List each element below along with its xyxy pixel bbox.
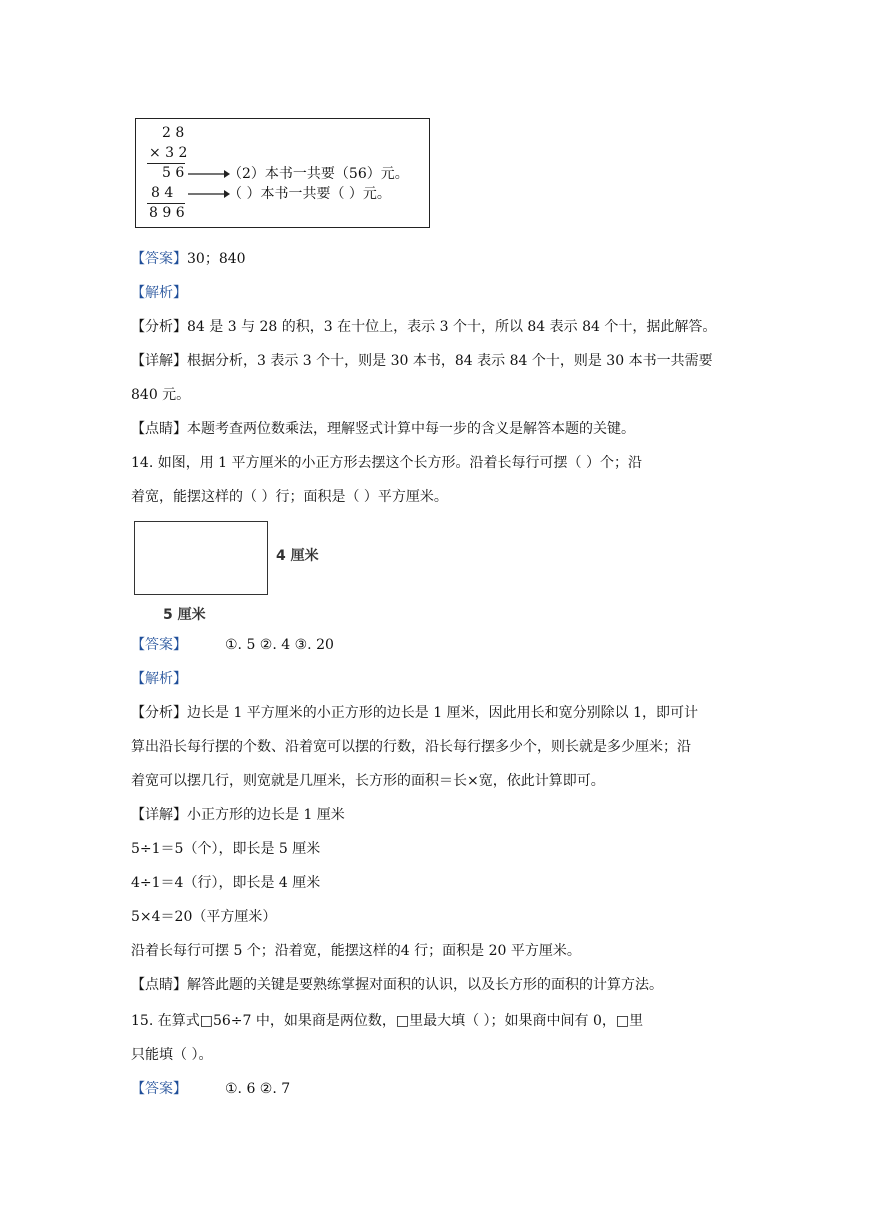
q13-xiangjie: 【详解】根据分析，3 表示 3 个十，则是 30 本书，84 表示 84 个十，则是 30 本书一共需要: [131, 353, 713, 369]
fig-line-56: 5 6: [162, 165, 185, 181]
q14-fenxi-cont1: 算出沿长每行摆的个数、沿着宽可以摆的行数，沿长每行摆多少个，则长就是多少厘米；沿: [131, 739, 691, 755]
q14-fenxi-cont2: 着宽可以摆几行，则宽就是几厘米，长方形的面积＝长×宽，依此计算即可。: [131, 773, 605, 789]
q14-dianjing: 【点睛】解答此题的关键是要熟练掌握对面积的认识，以及长方形的面积的计算方法。: [131, 977, 663, 993]
rectangle-figure: [134, 521, 268, 595]
fig-rule-2: [147, 203, 185, 204]
q14-question-line1: 14. 如图，用 1 平方厘米的小正方形去摆这个长方形。沿着长每行可摆（ ）个；沿: [131, 455, 642, 471]
q13-dianjing: 【点睛】本题考查两位数乘法，理解竖式计算中每一步的含义是解答本题的关键。: [131, 421, 635, 437]
fig-line-x32: × 3 2: [149, 145, 188, 161]
q14-calc-2: 4÷1＝4（行），即长是 4 厘米: [131, 875, 321, 891]
q15-question-line1: 15. 在算式□56÷7 中，如果商是两位数，□里最大填（ ）；如果商中间有 0，□里: [131, 1013, 644, 1029]
q14-fenxi: 【分析】边长是 1 平方厘米的小正方形的边长是 1 厘米，因此用长和宽分别除以 1，即可计: [131, 705, 698, 721]
q14-xiangjie: 【详解】小正方形的边长是 1 厘米: [131, 807, 345, 823]
fig-line-84: 8 4: [151, 185, 174, 201]
fig-rule-1: [147, 163, 185, 164]
rect-width-label: 4 厘米: [276, 548, 319, 564]
arrow-icons: [188, 167, 230, 199]
fig-note-2: （ ）本书一共要（ ）元。: [228, 186, 391, 202]
q15-answer: 【答案】 ①. 6 ②. 7: [131, 1081, 291, 1097]
q14-answer: 【答案】 ①. 5 ②. 4 ③. 20: [131, 637, 334, 653]
q14-calc-1: 5÷1＝5（个），即长是 5 厘米: [131, 841, 321, 857]
fig-line-28: 2 8: [162, 125, 185, 141]
fig-line-896: 8 9 6: [149, 205, 185, 221]
rect-length-label: 5 厘米: [163, 607, 206, 623]
q13-xiangjie-cont: 840 元。: [131, 387, 191, 403]
q14-conclusion: 沿着长每行可摆 5 个；沿着宽，能摆这样的4 行；面积是 20 平方厘米。: [131, 943, 581, 959]
q13-fenxi: 【分析】84 是 3 与 28 的积，3 在十位上，表示 3 个十，所以 84 表示 84 个十，据此解答。: [131, 319, 717, 335]
q13-analysis-label: 【解析】: [131, 285, 187, 301]
q14-question-line2: 着宽，能摆这样的（ ）行；面积是（ ）平方厘米。: [131, 489, 448, 505]
fig-note-1: （2）本书一共要（56）元。: [228, 166, 409, 182]
q14-analysis-label: 【解析】: [131, 671, 187, 687]
q13-answer: 【答案】30；840: [131, 251, 246, 267]
multiplication-figure: [135, 118, 430, 228]
q14-calc-3: 5×4＝20（平方厘米）: [131, 909, 277, 925]
q15-question-line2: 只能填（ ）。: [131, 1047, 213, 1063]
